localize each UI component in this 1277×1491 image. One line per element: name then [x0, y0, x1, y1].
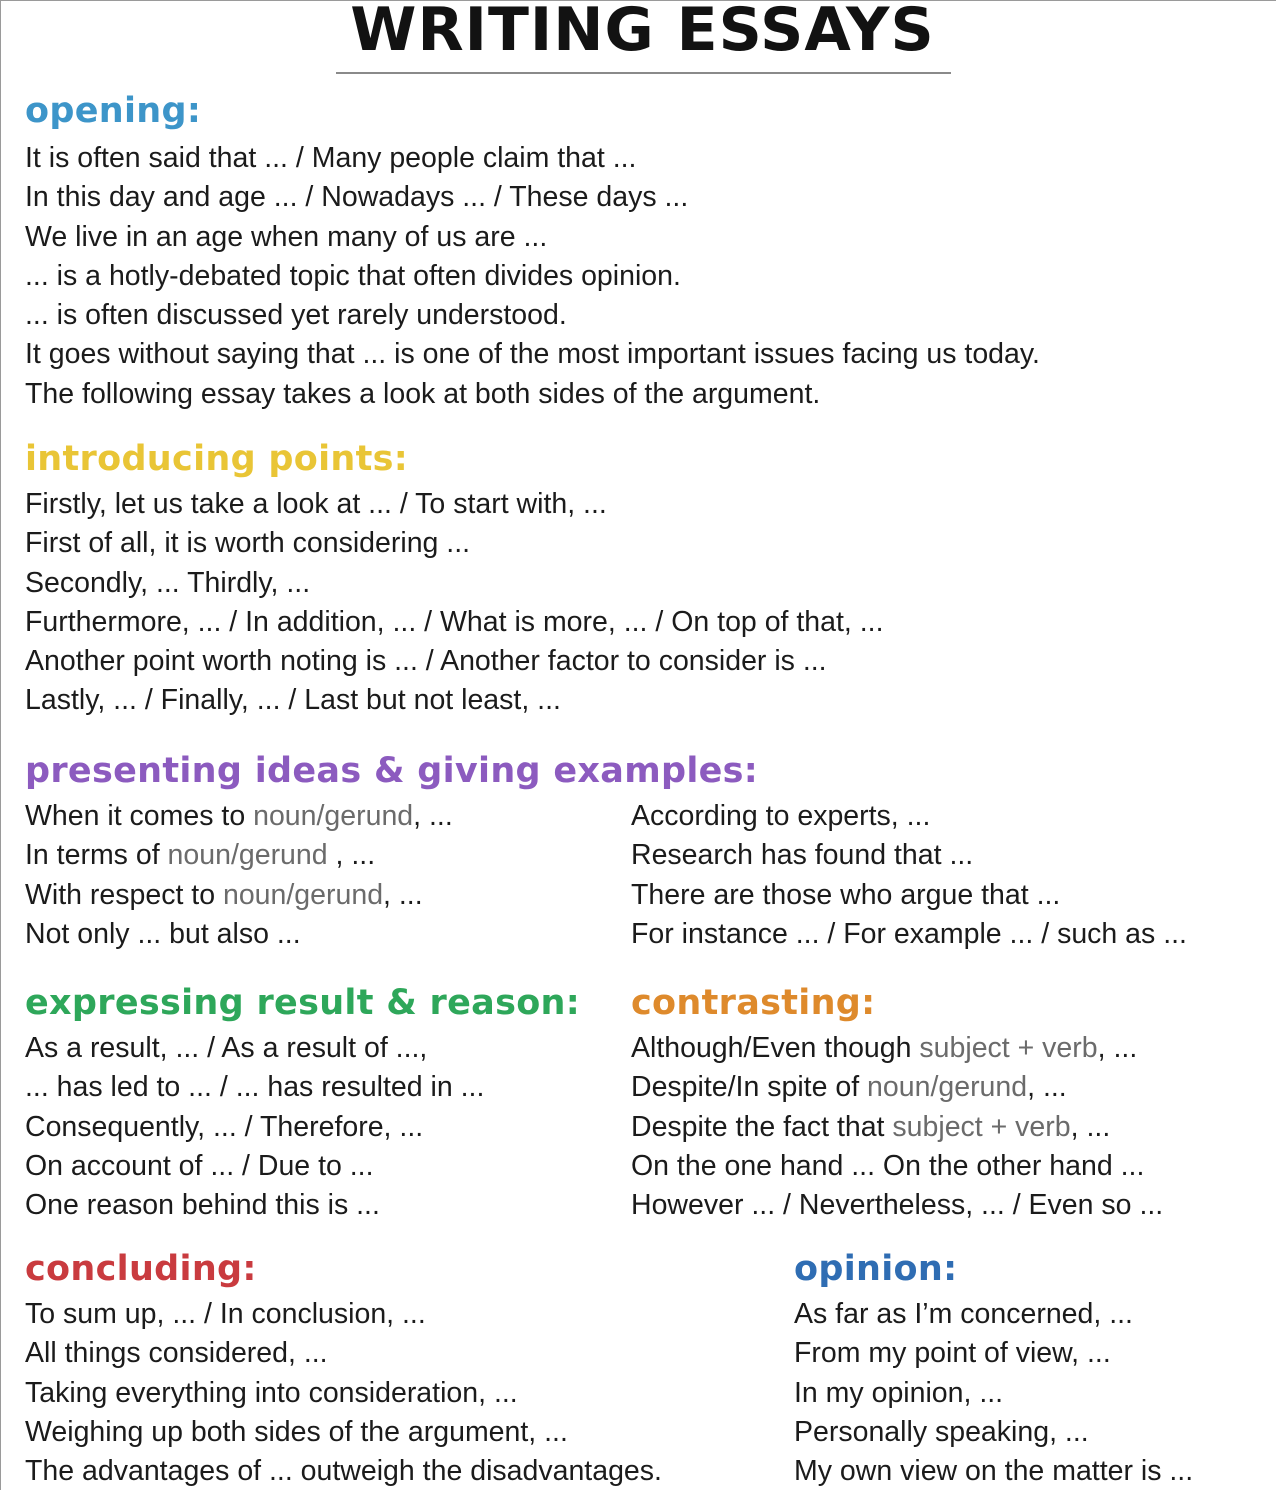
result-reason-list: [25, 1029, 484, 1225]
list-item: ... is often discussed yet rarely understood.: [25, 299, 567, 332]
list-item: All things considered, ...: [25, 1337, 328, 1370]
contrasting-heading: contrasting:: [631, 983, 876, 1023]
concluding-heading: concluding:: [25, 1249, 257, 1289]
list-item: From my point of view, ...: [794, 1337, 1111, 1370]
list-item: Despite the fact that subject + verb, ...: [631, 1110, 1111, 1143]
list-item: Another point worth noting is ... / Another factor to consider is ...: [25, 645, 827, 678]
list-item: The advantages of ... outweigh the disadvantages.: [25, 1455, 662, 1488]
opinion-list: [794, 1295, 1193, 1491]
list-item: We live in an age when many of us are ...: [25, 220, 548, 253]
introducing-points-list: [25, 485, 884, 721]
introducing-points-heading: introducing points:: [25, 439, 409, 479]
list-item: Secondly, ... Thirdly, ...: [25, 566, 311, 599]
opening-list: [25, 139, 1040, 414]
page-title: WRITING ESSAYS: [350, 0, 935, 65]
list-item: According to experts, ...: [631, 800, 931, 832]
concluding-list: [25, 1295, 662, 1491]
list-item: In this day and age ... / Nowadays ... / These days ...: [25, 181, 689, 214]
list-item: ... is a hotly-debated topic that often divides opinion.: [25, 259, 681, 292]
list-item: It is often said that ... / Many people claim that ...: [25, 142, 637, 174]
opening-heading: opening:: [25, 91, 202, 131]
list-item: As far as I’m concerned, ...: [794, 1298, 1133, 1330]
list-item: As a result, ... / As a result of ...,: [25, 1032, 428, 1064]
list-item: First of all, it is worth considering ...: [25, 527, 471, 560]
list-item: With respect to noun/gerund, ...: [25, 878, 423, 911]
opinion-heading: opinion:: [794, 1249, 958, 1289]
list-item: To sum up, ... / In conclusion, ...: [25, 1298, 426, 1330]
presenting-ideas-heading: presenting ideas & giving examples:: [25, 751, 759, 791]
list-item: Research has found that ...: [631, 839, 974, 872]
list-item: Furthermore, ... / In addition, ... / What is more, ... / On top of that, ...: [25, 605, 884, 638]
list-item: For instance ... / For example ... / such as ...: [631, 917, 1187, 950]
presenting-left-list: [25, 797, 453, 954]
list-item: On account of ... / Due to ...: [25, 1149, 374, 1182]
list-item: In terms of noun/gerund , ...: [25, 839, 376, 872]
list-item: My own view on the matter is ...: [794, 1455, 1194, 1488]
list-item: ... has led to ... / ... has resulted in ...: [25, 1071, 485, 1104]
list-item: However ... / Nevertheless, ... / Even so ...: [631, 1189, 1164, 1222]
list-item: On the one hand ... On the other hand ...: [631, 1149, 1145, 1182]
list-item: Not only ... but also ...: [25, 917, 301, 950]
list-item: Although/Even though subject + verb, ...: [631, 1032, 1138, 1064]
result-reason-heading: expressing result & reason:: [25, 983, 581, 1023]
list-item: Firstly, let us take a look at ... / To start with, ...: [25, 488, 607, 520]
list-item: Consequently, ... / Therefore, ...: [25, 1110, 424, 1143]
list-item: The following essay takes a look at both sides of the argument.: [25, 377, 821, 410]
presenting-right-list: [631, 797, 1187, 954]
list-item: Despite/In spite of noun/gerund, ...: [631, 1071, 1067, 1104]
list-item: Lastly, ... / Finally, ... / Last but not least, ...: [25, 684, 561, 717]
list-item: There are those who argue that ...: [631, 878, 1061, 911]
list-item: Personally speaking, ...: [794, 1415, 1089, 1448]
list-item: Taking everything into consideration, ...: [25, 1376, 518, 1409]
contrasting-list: [631, 1029, 1163, 1225]
list-item: Weighing up both sides of the argument, ...: [25, 1415, 568, 1448]
list-item: It goes without saying that ... is one of the most important issues facing us today.: [25, 338, 1040, 371]
list-item: One reason behind this is ...: [25, 1189, 380, 1222]
list-item: In my opinion, ...: [794, 1376, 1004, 1409]
title-underline: [336, 72, 951, 74]
list-item: When it comes to noun/gerund, ...: [25, 800, 453, 832]
